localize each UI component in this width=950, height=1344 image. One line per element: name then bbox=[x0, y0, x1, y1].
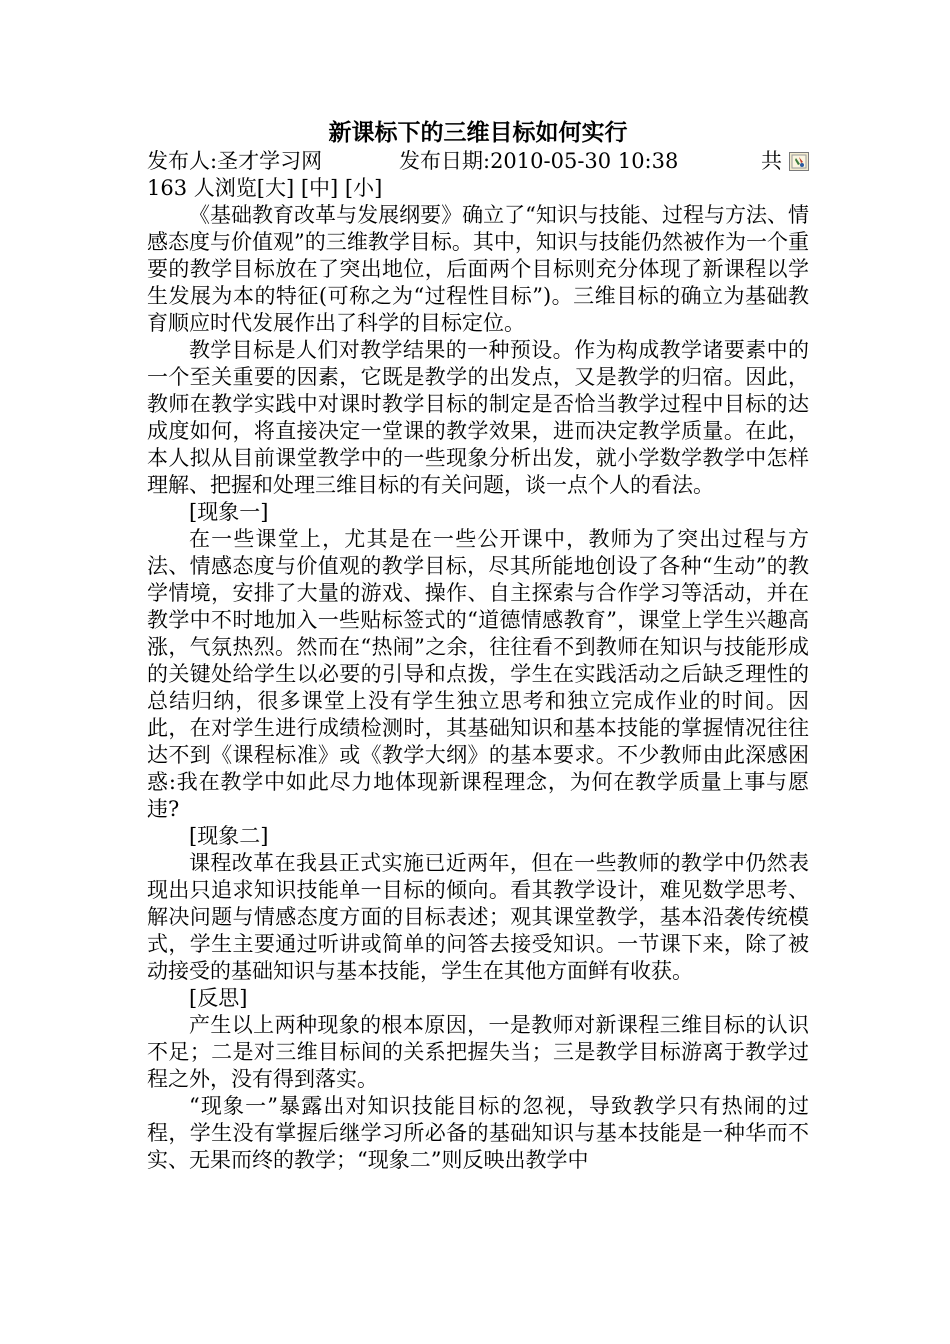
paragraph: “现象一”暴露出对知识技能目标的忽视，导致教学只有热闹的过程，学生没有掌握后继学习所必备的基础知识与基本技能是一种华而不实、无果而终的教学；“现象二”则反映出教学中 bbox=[147, 1094, 809, 1172]
section-heading: [现象一] bbox=[189, 500, 269, 524]
total-label: 共 bbox=[761, 149, 782, 173]
article-body bbox=[147, 202, 809, 1174]
paragraph: 《基础教育改革与发展纲要》确立了“知识与技能、过程与方法、情感态度与价值观”的三维教学目标。其中，知识与技能仍然被作为一个重要的教学目标放在了突出地位，后面两个目标则充分体现了新课程以学生发展为本的特征(可称之为“过程性目标”)。三维目标的确立为基础教育顺应时代发展作出了科学的目标定位。 bbox=[147, 203, 809, 335]
article-meta bbox=[147, 148, 809, 175]
paragraph: 在一些课堂上，尤其是在一些公开课中，教师为了突出过程与方法、情感态度与价值观的教学目标，尽其所能地创设了各种“生动”的教学情境，安排了大量的游戏、操作、自主探索与合作学习等活动，并在教学中不时地加入一些贴标签式的“道德情感教育”，课堂上学生兴趣高涨，气氛热烈。然而在“热闹”之余，往往看不到教师在知识与技能形成的关键处给学生以必要的引导和点拨，学生在实践活动之后缺乏理性的总结归纳，很多课堂上没有学生独立思考和独立完成作业的时间。因此，在对学生进行成绩检测时，其基础知识和基本技能的掌握情况往往达不到《课程标准》或《教学大纲》的基本要求。不少教师由此深感困惑:我在教学中如此尽力地体现新课程理念，为何在教学质量上事与愿违? bbox=[147, 527, 809, 821]
paragraph: 教学目标是人们对教学结果的一种预设。作为构成教学诸要素中的一个至关重要的因素，它既是教学的出发点，又是教学的归宿。因此，教师在教学实践中对课时教学目标的制定是否恰当教学过程中目标的达成度如何，将直接决定一堂课的教学效果，进而决定教学质量。在此，本人拟从目前课堂教学中的一些现象分析出发，就小学数学教学中怎样理解、把握和处理三维目标的有关问题，谈一点个人的看法。 bbox=[147, 338, 809, 497]
section-heading: [反思] bbox=[189, 986, 248, 1010]
section-heading: [现象二] bbox=[189, 824, 269, 848]
paragraph: 产生以上两种现象的根本原因，一是教师对新课程三维目标的认识不足；二是对三维目标间的关系把握失当；三是教学目标游离于教学过程之外，没有得到落实。 bbox=[147, 1013, 809, 1091]
document-page bbox=[147, 118, 809, 1174]
views-and-size-line: 163 人浏览[大] [中] [小] bbox=[147, 176, 383, 200]
paragraph: 课程改革在我县正式实施已近两年，但在一些教师的教学中仍然表现出只追求知识技能单一目标的倾向。看其教学设计，难见数学思考、解决问题与情感态度方面的目标表述；观其课堂教学，基本沿袭传统模式，学生主要通过听讲或简单的问答去接受知识。一节课下来，除了被动接受的基础知识与基本技能，学生在其他方面鲜有收获。 bbox=[147, 851, 809, 983]
publisher-label: 发布人:圣才学习网 bbox=[147, 149, 323, 173]
publish-date: 发布日期:2010-05-30 10:38 bbox=[399, 149, 679, 173]
article-title: 新课标下的三维目标如何实行 bbox=[328, 120, 628, 146]
broken-image-icon bbox=[789, 152, 809, 171]
